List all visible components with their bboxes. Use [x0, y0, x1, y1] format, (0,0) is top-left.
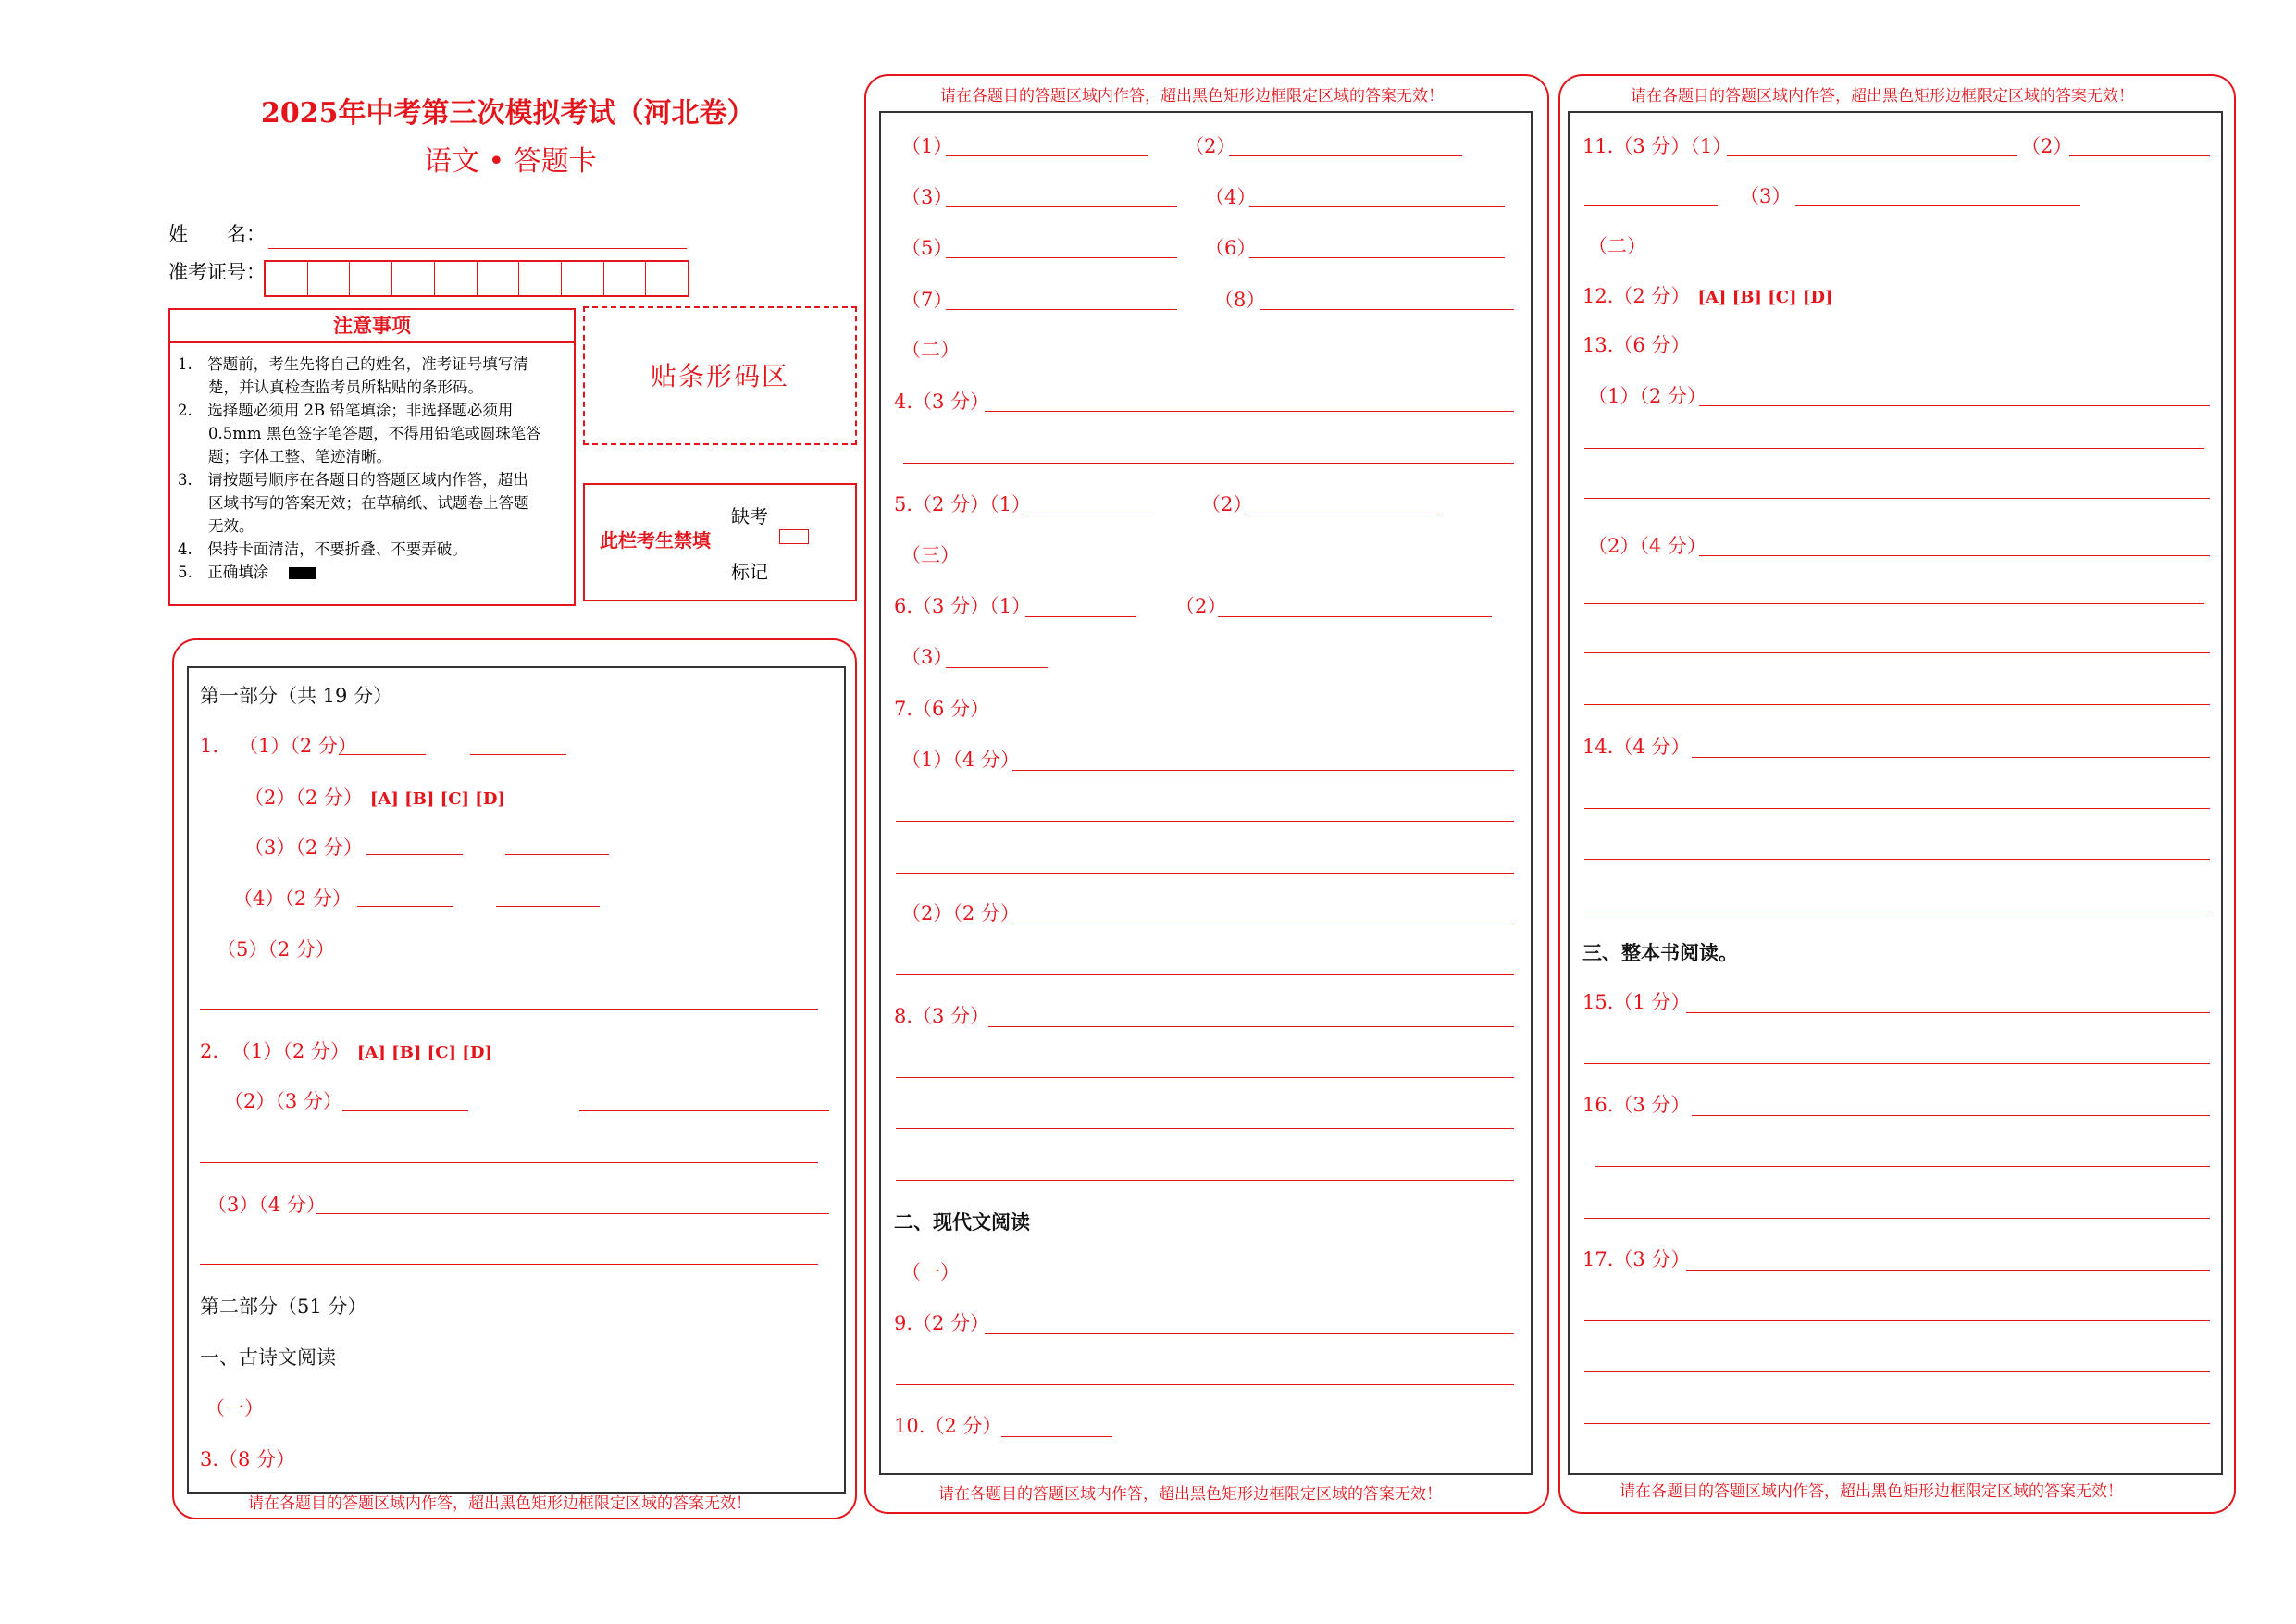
answer-line[interactable] — [1229, 155, 1462, 156]
id-box[interactable] — [392, 262, 435, 295]
answer-line[interactable] — [1249, 257, 1505, 258]
id-box[interactable] — [435, 262, 478, 295]
answer-frame-2 — [879, 111, 1533, 1475]
notice-line: 4. 保持卡面清洁，不要折叠、不要弄破。 — [178, 540, 467, 558]
answer-line[interactable] — [1686, 1270, 2210, 1271]
name-field[interactable] — [268, 248, 687, 249]
part2-title: 第二部分（51 分） — [200, 1295, 367, 1318]
section1-title: 一、古诗文阅读 — [200, 1346, 336, 1369]
id-box[interactable] — [350, 262, 392, 295]
answer-line[interactable] — [1584, 498, 2210, 499]
blank-7-label: （7） — [901, 289, 953, 311]
answer-line[interactable] — [357, 906, 453, 907]
notice-list — [170, 343, 574, 584]
barcode-area — [583, 306, 857, 445]
answer-line[interactable] — [366, 854, 463, 855]
answer-line[interactable] — [1686, 1012, 2210, 1013]
q4-label: 4.（3 分） — [894, 391, 990, 413]
notice-title: 注意事项 — [170, 310, 574, 343]
blank-6-label: （6） — [1205, 237, 1257, 259]
answer-line[interactable] — [946, 206, 1177, 207]
q1-2-text: （2）（2 分） — [244, 787, 363, 809]
warning-text: 请在各题目的答题区域内作答，超出黑色矩形边框限定区域的答案无效！ — [940, 87, 1444, 105]
sub1-label: （一） — [205, 1397, 264, 1419]
q6-2-label: （2） — [1175, 595, 1227, 617]
answer-line[interactable] — [1584, 859, 2210, 860]
answer-line[interactable] — [505, 854, 609, 855]
notice-line — [178, 561, 574, 584]
name-label: 姓 名： — [168, 223, 266, 245]
subject-title: 语文 • 答题卡 — [424, 145, 597, 178]
sub2-label: （二） — [901, 339, 960, 361]
q10-label: 10.（2 分） — [894, 1415, 1002, 1437]
answer-line[interactable] — [496, 906, 600, 907]
absent-mark-top: 缺考 — [731, 505, 768, 527]
notice-line: 区域书写的答案无效；在草稿纸、试题卷上答题 — [178, 494, 529, 512]
answer-line[interactable] — [896, 1384, 1514, 1385]
answer-line[interactable] — [316, 1213, 829, 1214]
barcode-label: 贴条形码区 — [650, 361, 789, 391]
answer-line[interactable] — [896, 1128, 1514, 1129]
q1-4-label: （4）（2 分） — [233, 887, 352, 910]
answer-line[interactable] — [1584, 808, 2210, 809]
q11-label: 11.（3 分）（1） — [1582, 135, 1732, 157]
sub3-label: （三） — [901, 544, 960, 566]
answer-line[interactable] — [342, 1110, 468, 1111]
notice-line: 1. 答题前，考生先将自己的姓名，准考证号填写清 — [178, 355, 528, 373]
section3-title: 三、整本书阅读。 — [1582, 941, 1738, 964]
absent-label: 此栏考生禁填 — [600, 529, 711, 552]
answer-line[interactable] — [1249, 206, 1505, 207]
answer-line[interactable] — [1727, 155, 2017, 156]
answer-line[interactable] — [985, 1333, 1514, 1334]
answer-line[interactable] — [339, 754, 426, 755]
q13-label: 13.（6 分） — [1582, 334, 1691, 356]
answer-line[interactable] — [1692, 1115, 2210, 1116]
warning-text: 请在各题目的答题区域内作答，超出黑色矩形边框限定区域的答案无效！ — [1631, 87, 2134, 105]
answer-line[interactable] — [200, 1009, 818, 1010]
answer-line[interactable] — [903, 463, 1514, 464]
q11-2-label: （2） — [2021, 135, 2073, 157]
notice-line: 3. 请按题号顺序在各题目的答题区域内作答，超出 — [178, 471, 528, 489]
answer-line[interactable] — [946, 155, 1148, 156]
answer-line[interactable] — [1584, 603, 2204, 604]
q13-1-label: （1）（2 分） — [1588, 385, 1706, 407]
answer-line[interactable] — [985, 411, 1514, 412]
q14-label: 14.（4 分） — [1582, 736, 1691, 758]
notice-box — [168, 308, 576, 606]
answer-line[interactable] — [896, 821, 1514, 822]
answer-line[interactable] — [1584, 448, 2204, 449]
answer-line[interactable] — [1584, 652, 2210, 653]
answer-line[interactable] — [1012, 770, 1514, 771]
notice-line-text: 5. 正确填涂 — [178, 564, 269, 581]
id-box[interactable] — [562, 262, 604, 295]
q17-label: 17.（3 分） — [1582, 1248, 1691, 1271]
answer-line[interactable] — [946, 309, 1177, 310]
id-box[interactable] — [478, 262, 520, 295]
q7-1-label: （1）（4 分） — [901, 749, 1020, 771]
q1-number: 1. — [200, 735, 219, 757]
absent-mark-box[interactable] — [779, 529, 809, 544]
section2-title: 二、现代文阅读 — [894, 1210, 1030, 1233]
q9-label: 9.（2 分） — [894, 1312, 990, 1334]
exam-id-boxes[interactable] — [264, 260, 689, 297]
id-box[interactable] — [266, 262, 308, 295]
answer-line[interactable] — [1699, 555, 2210, 556]
answer-line[interactable] — [2069, 155, 2210, 156]
sub4-label: （一） — [901, 1261, 960, 1283]
q6-label: 6.（3 分）（1） — [894, 595, 1031, 617]
q1-1-label: （1）（2 分） — [239, 735, 357, 757]
choice-options[interactable]: [A] [B] [C] [D] — [369, 789, 505, 809]
q1-5-label: （5）（2 分） — [217, 938, 335, 961]
q12-text: 12.（2 分） — [1582, 285, 1691, 307]
answer-line[interactable] — [946, 667, 1048, 668]
blank-3-label: （3） — [901, 186, 953, 208]
absent-box — [583, 483, 857, 601]
q5-2-label: （2） — [1201, 493, 1253, 515]
q7-label: 7.（6 分） — [894, 698, 990, 720]
exam-title: 2025年中考第三次模拟考试（河北卷） — [261, 97, 755, 130]
q13-2-label: （2）（4 分） — [1588, 535, 1706, 557]
notice-line: 0.5mm 黑色签字笔答题，不得用铅笔或圆珠笔答 — [178, 425, 541, 442]
answer-line[interactable] — [1025, 616, 1136, 617]
filled-sample-mark — [289, 567, 316, 579]
answer-line[interactable] — [1584, 1371, 2210, 1372]
q3-label: 3.（8 分） — [200, 1448, 296, 1470]
answer-line[interactable] — [896, 1180, 1514, 1181]
choice-options[interactable]: [A] [B] [C] [D] — [1697, 288, 1833, 307]
q8-label: 8.（3 分） — [894, 1005, 990, 1027]
answer-line[interactable] — [946, 257, 1177, 258]
q6-3-label: （3） — [901, 646, 953, 668]
q16-label: 16.（3 分） — [1582, 1094, 1691, 1116]
id-box[interactable] — [308, 262, 351, 295]
id-box[interactable] — [646, 262, 688, 295]
answer-line[interactable] — [470, 754, 566, 755]
absent-mark-bottom: 标记 — [731, 561, 768, 583]
q15-label: 15.（1 分） — [1582, 991, 1691, 1013]
answer-line[interactable] — [1584, 1063, 2210, 1064]
answer-line[interactable] — [1795, 205, 2080, 206]
answer-line[interactable] — [1595, 1166, 2210, 1167]
answer-line[interactable] — [1260, 309, 1514, 310]
warning-text: 请在各题目的答题区域内作答，超出黑色矩形边框限定区域的答案无效！ — [938, 1485, 1442, 1504]
q2-2-label: （2）（3 分） — [224, 1090, 342, 1112]
notice-line: 2. 选择题必须用 2B 铅笔填涂；非选择题必须用 — [178, 402, 514, 419]
notice-line: 题；字体工整、笔迹清晰。 — [178, 448, 391, 465]
answer-line[interactable] — [896, 1077, 1514, 1078]
notice-line: 无效。 — [178, 517, 254, 535]
q5-label: 5.（2 分）（1） — [894, 493, 1031, 515]
warning-text: 请在各题目的答题区域内作答，超出黑色矩形边框限定区域的答案无效！ — [248, 1494, 751, 1513]
q2-3-label: （3）（4 分） — [207, 1194, 326, 1216]
q2-1-label — [231, 1042, 492, 1061]
q2-number: 2. — [200, 1040, 219, 1062]
answer-line[interactable] — [1218, 616, 1492, 617]
answer-line[interactable] — [896, 974, 1514, 975]
warning-text: 请在各题目的答题区域内作答，超出黑色矩形边框限定区域的答案无效！ — [1620, 1482, 2123, 1501]
answer-line[interactable] — [1584, 1320, 2210, 1321]
blank-2-label: （2） — [1185, 135, 1236, 157]
q2-1-text: （1）（2 分） — [231, 1040, 350, 1062]
blank-1-label: （1） — [901, 135, 953, 157]
choice-options[interactable]: [A] [B] [C] [D] — [356, 1043, 492, 1062]
answer-line[interactable] — [988, 1026, 1514, 1027]
answer-line[interactable] — [200, 1264, 818, 1265]
notice-line: 楚，并认真检查监考员所粘贴的条形码。 — [178, 378, 483, 396]
blank-4-label: （4） — [1205, 186, 1257, 208]
answer-line[interactable] — [200, 1162, 818, 1163]
id-box[interactable] — [604, 262, 647, 295]
answer-line[interactable] — [1584, 1218, 2210, 1219]
answer-line[interactable] — [896, 873, 1514, 874]
q1-2-label — [244, 788, 505, 808]
blank-8-label: （8） — [1214, 289, 1266, 311]
exam-id-label: 准考证号： — [168, 261, 266, 283]
id-box[interactable] — [519, 262, 562, 295]
q11-3-label: （3） — [1740, 185, 1792, 207]
answer-line[interactable] — [1584, 1423, 2210, 1424]
q7-2-label: （2）（2 分） — [901, 902, 1020, 924]
q12-label — [1582, 287, 1833, 306]
answer-line[interactable] — [1699, 405, 2210, 406]
q1-3-label: （3）（2 分） — [244, 837, 363, 859]
answer-line[interactable] — [1584, 205, 1718, 206]
part1-title: 第一部分（共 19 分） — [200, 685, 393, 707]
answer-line[interactable] — [1584, 704, 2210, 705]
sub2-label-col3: （二） — [1588, 235, 1646, 257]
answer-line[interactable] — [1001, 1436, 1112, 1437]
answer-line[interactable] — [1692, 757, 2210, 758]
answer-line[interactable] — [579, 1110, 829, 1111]
blank-5-label: （5） — [901, 237, 953, 259]
